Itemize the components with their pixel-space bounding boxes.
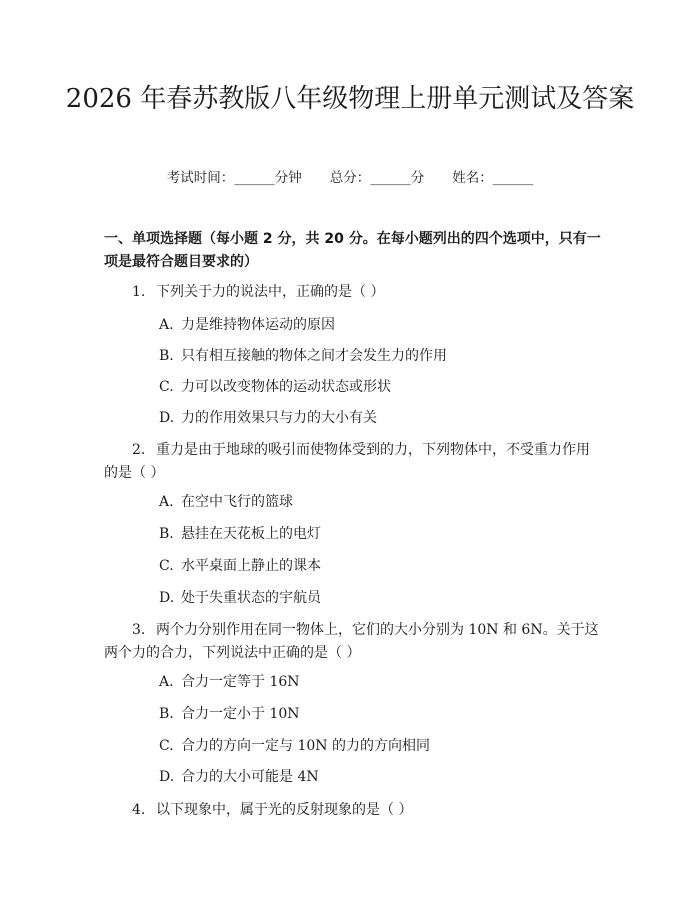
question-1-option-a — [159, 314, 599, 337]
option-text: 只有相互接触的物体之间才会发生力的作用 — [181, 348, 447, 364]
option-text: 水平桌面上静止的课本 — [181, 558, 321, 574]
exam-meta-line — [0, 168, 700, 188]
option-text: 合力的方向一定与 10N 的力的方向相同 — [181, 738, 430, 754]
option-letter: D. — [159, 410, 175, 426]
question-text: 以下现象中，属于光的反射现象的是（ ） — [156, 802, 413, 818]
option-letter: B. — [159, 706, 174, 722]
question-3-option-b — [159, 703, 599, 726]
option-text: 力可以改变物体的运动状态或形状 — [181, 379, 391, 395]
question-1-option-d — [159, 407, 599, 430]
name-label: 姓名： — [452, 170, 493, 186]
option-text: 悬挂在天花板上的电灯 — [181, 526, 321, 542]
section-heading: 一、单项选择题（每小题 2 分，共 20 分。在每小题列出的四个选项中，只有一项是最符合题目要求的） — [104, 231, 601, 270]
question-number: 3. — [132, 622, 146, 638]
question-1 — [104, 281, 602, 304]
option-text: 处于失重状态的宇航员 — [181, 590, 321, 606]
option-letter: C. — [159, 558, 174, 574]
question-4 — [104, 799, 602, 822]
question-2-option-c — [159, 555, 599, 578]
option-text: 合力的大小可能是 4N — [181, 769, 319, 785]
time-blank: ______ — [234, 170, 275, 186]
question-number: 2. — [132, 442, 146, 458]
question-3-option-c — [159, 735, 599, 758]
option-text: 在空中飞行的篮球 — [181, 494, 293, 510]
question-3-option-d — [159, 766, 599, 789]
question-1-option-b — [159, 345, 599, 368]
option-letter: A. — [159, 494, 174, 510]
question-text: 重力是由于地球的吸引而使物体受到的力，下列物体中，不受重力作用的是（ ） — [104, 442, 590, 481]
question-2-option-d — [159, 587, 599, 610]
question-text: 下列关于力的说法中，正确的是（ ） — [156, 284, 385, 300]
question-1-option-c — [159, 376, 599, 399]
question-number: 4. — [132, 802, 146, 818]
option-letter: D. — [159, 590, 175, 606]
option-text: 合力一定小于 10N — [181, 706, 300, 722]
option-letter: A. — [159, 674, 174, 690]
question-3 — [104, 619, 602, 665]
option-letter: C. — [159, 738, 174, 754]
option-letter: D. — [159, 769, 175, 785]
option-text: 力是维持物体运动的原因 — [181, 317, 335, 333]
score-blank: ______ — [370, 170, 411, 186]
option-letter: A. — [159, 317, 174, 333]
document-title: 2026 年春苏教版八年级物理上册单元测试及答案 — [65, 84, 635, 114]
score-unit: 分 — [410, 170, 425, 186]
option-text: 力的作用效果只与力的大小有关 — [181, 410, 377, 426]
option-letter: C. — [159, 379, 174, 395]
question-number: 1. — [132, 284, 146, 300]
name-blank: ______ — [492, 170, 534, 186]
question-2-option-b — [159, 523, 599, 546]
question-text: 两个力分别作用在同一物体上，它们的大小分别为 10N 和 6N。关于这两个力的合力，下列说法中正确的是（ ） — [104, 622, 599, 661]
option-letter: B. — [159, 526, 174, 542]
time-label: 考试时间： — [166, 170, 235, 186]
time-unit: 分钟 — [274, 170, 302, 186]
option-text: 合力一定等于 16N — [181, 674, 300, 690]
option-letter: B. — [159, 348, 174, 364]
question-3-option-a — [159, 671, 599, 694]
question-2-option-a — [159, 491, 599, 514]
question-2 — [104, 439, 602, 485]
score-label: 总分： — [329, 170, 371, 186]
